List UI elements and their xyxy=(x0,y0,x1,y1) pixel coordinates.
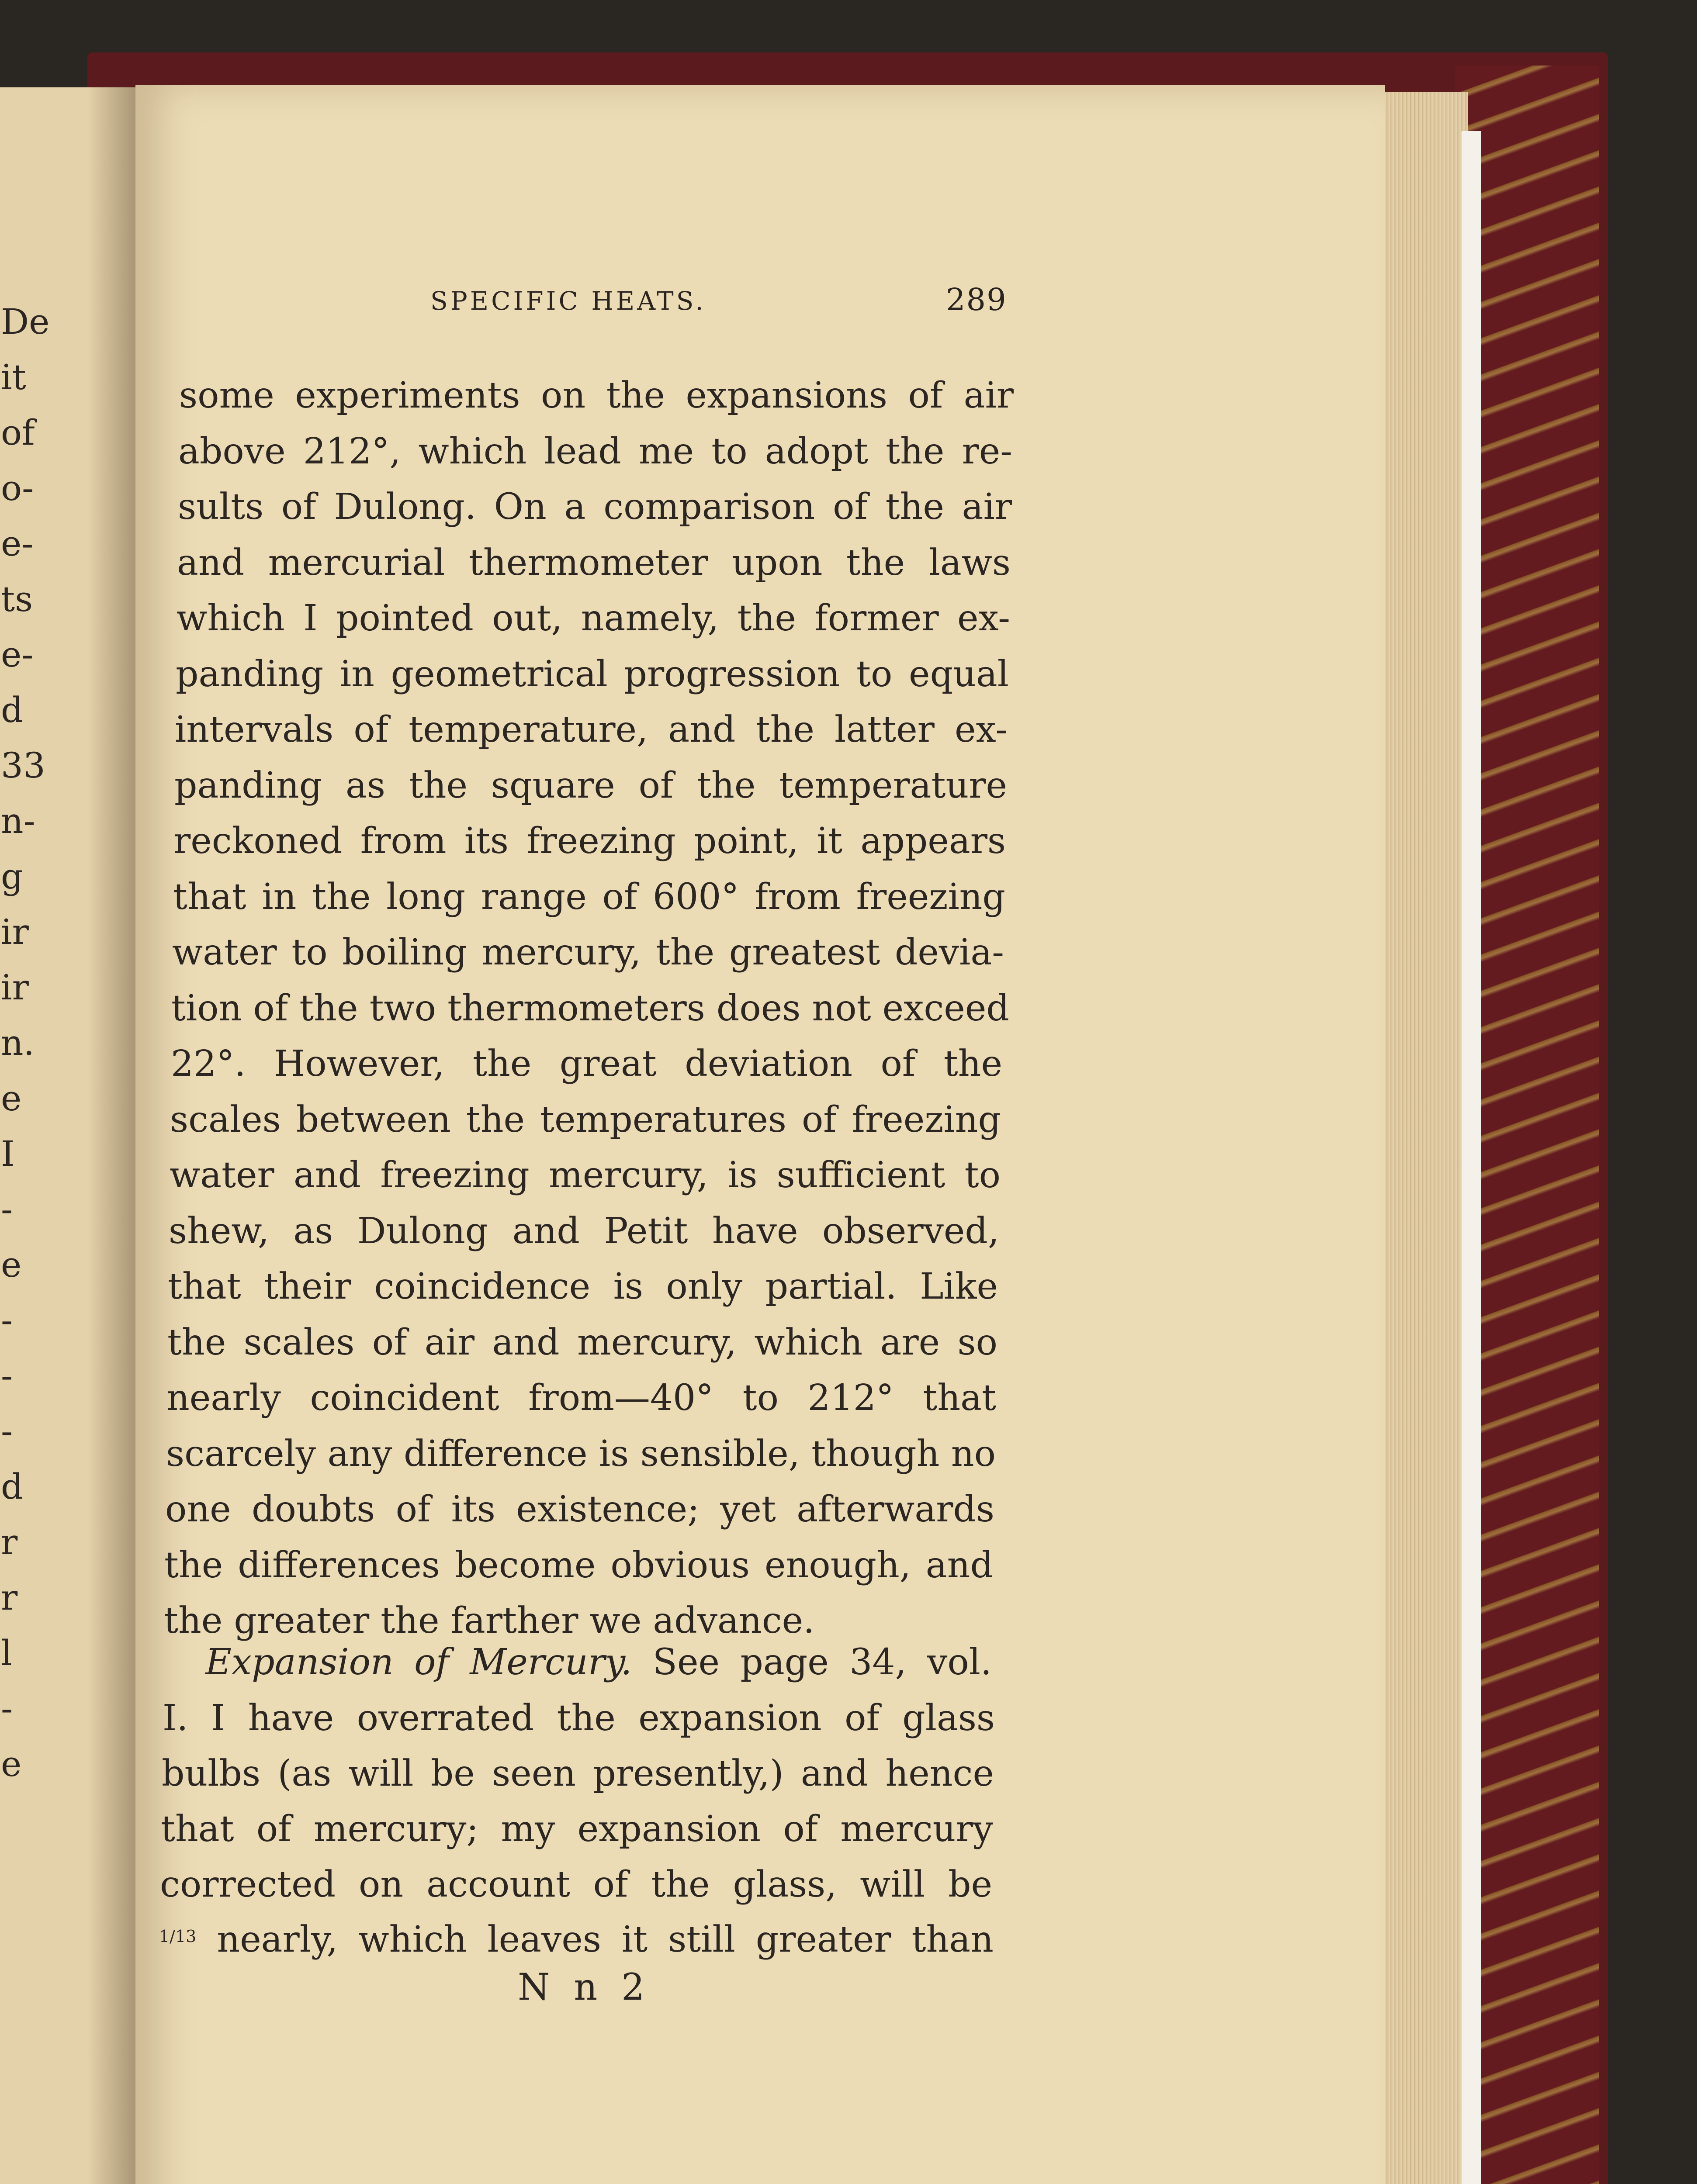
body-line: the differences become obvious enough, and xyxy=(164,1545,993,1586)
body-line: 22°. However, the great deviation of the xyxy=(171,1043,1002,1085)
left-page-fragment: I xyxy=(1,1133,15,1174)
body-line: corrected on account of the glass, will be xyxy=(160,1864,992,1905)
left-page-fragment: - xyxy=(1,1688,13,1729)
last-line-text: nearly, which leaves it still greater than xyxy=(217,1919,994,1960)
left-page-fragment: e- xyxy=(1,523,34,564)
body-line: that their coincidence is only partial. Like xyxy=(168,1266,998,1307)
body-line: I. I have overrated the expansion of glass xyxy=(163,1697,995,1739)
page-number: 289 xyxy=(946,282,1007,318)
body-line: one doubts of its existence; yet afterwards xyxy=(165,1489,994,1530)
paragraph-2-title: Expansion of Mercury. xyxy=(205,1641,632,1683)
left-page-fragment: of xyxy=(1,412,35,453)
left-page-fragment: n- xyxy=(1,801,35,841)
left-page-fragment: ir xyxy=(1,967,29,1008)
body-line: that of mercury; my expansion of mercury xyxy=(161,1808,993,1850)
body-line: some experiments on the expansions of air xyxy=(179,375,1014,416)
left-page-fragment: e xyxy=(1,1244,22,1285)
body-line: above 212°, which lead me to adopt the re- xyxy=(178,431,1012,472)
left-page-fragment: d xyxy=(1,690,24,730)
body-line: shew, as Dulong and Petit have observed, xyxy=(169,1210,999,1252)
paragraph-2-first-rest: See page 34, vol. xyxy=(652,1641,992,1683)
body-line: bulbs (as will be seen presently,) and hence xyxy=(162,1753,994,1794)
left-page-fragment: - xyxy=(1,1411,13,1451)
left-page-fragment: - xyxy=(1,1355,13,1396)
left-page-fragment: ir xyxy=(1,912,29,952)
body-line: scales between the temperatures of freezing xyxy=(170,1099,1001,1140)
left-page-fragment: it xyxy=(1,357,26,397)
left-page-fragment: ts xyxy=(1,579,33,619)
left-page-fragment: e xyxy=(1,1078,22,1119)
body-line: intervals of temperature, and the latter ex- xyxy=(175,709,1008,750)
body-line: nearly coincident from—40° to 212° that xyxy=(166,1377,996,1419)
body-line: that in the long range of 600° from freezing xyxy=(173,876,1005,918)
left-page-fragment: De xyxy=(1,301,50,342)
body-line: tion of the two thermometers does not exceed xyxy=(171,988,1009,1029)
body-line: sults of Dulong. On a comparison of the air xyxy=(178,486,1012,528)
left-page-fragment: - xyxy=(1,1189,13,1230)
left-page-fragment: l xyxy=(1,1633,12,1673)
body-line: the scales of air and mercury, which are so xyxy=(167,1322,997,1363)
left-page-fragment: 33 xyxy=(1,745,45,786)
body-line: and mercurial thermometer upon the laws xyxy=(177,542,1011,584)
flyleaf xyxy=(1461,131,1481,2184)
body-line: water to boiling mercury, the greatest devia- xyxy=(172,932,1004,973)
left-page-fragment: g xyxy=(1,856,24,897)
signature-mark: N n 2 xyxy=(518,1966,651,2008)
left-page-fragment: e- xyxy=(1,634,34,675)
body-line: scarcely any difference is sensible, though no xyxy=(166,1433,996,1475)
left-page-fragment: - xyxy=(1,1300,13,1341)
left-page-fragment: d xyxy=(1,1466,24,1507)
left-page-fragment: r xyxy=(1,1577,18,1618)
left-page-fragment: n. xyxy=(1,1023,35,1063)
left-page-fragment: e xyxy=(1,1744,22,1784)
body-line: the greater the farther we advance. xyxy=(164,1600,815,1641)
fraction: 1/13 xyxy=(159,1927,197,1946)
body-line: which I pointed out, namely, the former ex- xyxy=(177,598,1010,639)
last-line xyxy=(159,1919,994,1960)
body-line: water and freezing mercury, is sufficient to xyxy=(170,1154,1001,1196)
body-line: reckoned from its freezing point, it appears xyxy=(173,820,1006,862)
left-page-fragment: o- xyxy=(1,468,34,508)
paragraph-2-first-line xyxy=(205,1641,992,1683)
running-head: SPECIFIC HEATS. xyxy=(430,286,706,316)
body-line: panding as the square of the temperature xyxy=(174,765,1007,806)
body-line: panding in geometrical progression to equal xyxy=(176,653,1009,695)
left-page-fragment: r xyxy=(1,1522,18,1562)
